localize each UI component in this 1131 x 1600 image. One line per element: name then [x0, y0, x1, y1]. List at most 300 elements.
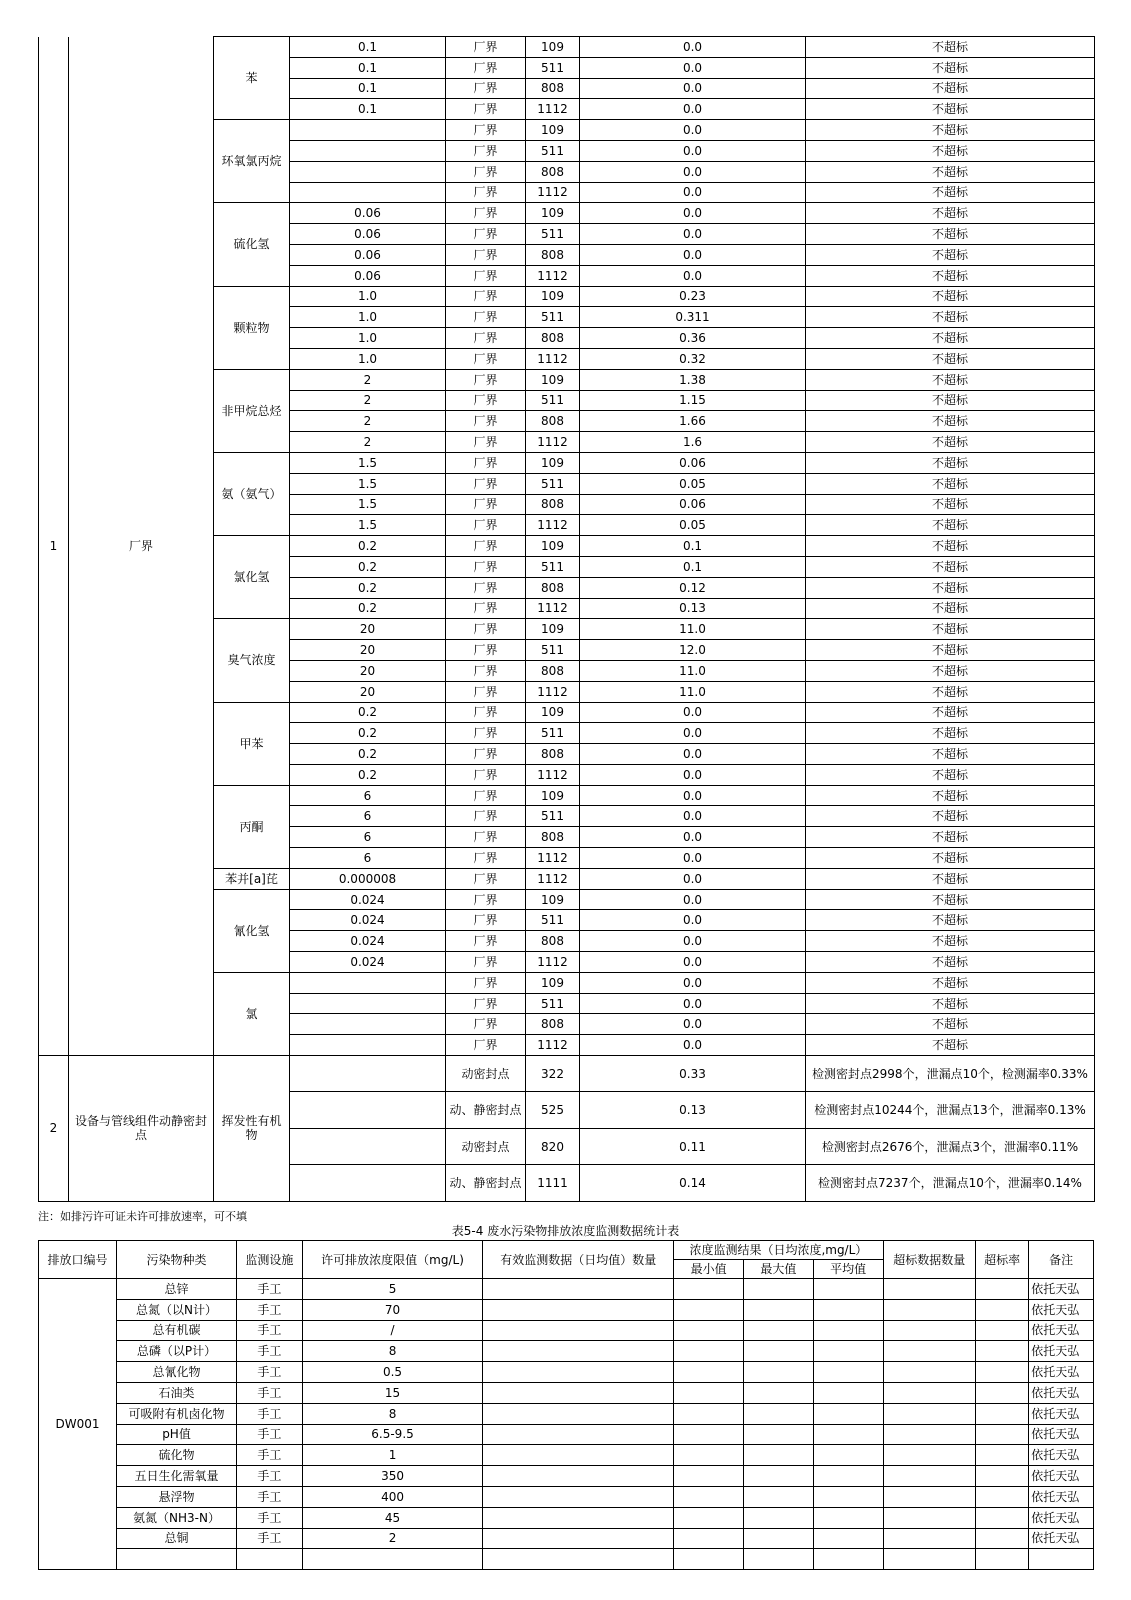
result: 不超标 — [806, 348, 1095, 369]
monitoring-facility: 手工 — [237, 1507, 303, 1528]
result: 检测密封点2676个，泄漏点3个，泄漏率0.11% — [806, 1128, 1095, 1164]
monitoring-date: 1112 — [526, 182, 580, 203]
measured-value: 0.0 — [580, 952, 806, 973]
monitoring-date: 1111 — [526, 1165, 580, 1201]
limit-value: 2 — [290, 411, 446, 432]
monitoring-date: 109 — [526, 37, 580, 58]
result: 不超标 — [806, 931, 1095, 952]
limit-value: 0.024 — [290, 952, 446, 973]
max-value — [743, 1320, 813, 1341]
measured-value: 0.0 — [580, 702, 806, 723]
result: 不超标 — [806, 536, 1095, 557]
monitoring-facility: 手工 — [237, 1299, 303, 1320]
result: 不超标 — [806, 161, 1095, 182]
measured-value: 0.311 — [580, 307, 806, 328]
min-value — [674, 1362, 744, 1383]
pollutant-name: 氰化氢 — [214, 889, 290, 972]
result: 不超标 — [806, 972, 1095, 993]
measured-value: 0.06 — [580, 452, 806, 473]
section-number: 2 — [39, 1056, 69, 1202]
measured-value: 0.0 — [580, 99, 806, 120]
measured-value: 0.0 — [580, 265, 806, 286]
monitoring-location: 设备与管线组件动静密封点 — [69, 1056, 214, 1202]
monitoring-date: 109 — [526, 286, 580, 307]
remark — [1029, 1549, 1094, 1570]
header-exceed-count: 超标数据数量 — [883, 1241, 975, 1279]
result: 不超标 — [806, 99, 1095, 120]
limit-value: 6.5-9.5 — [302, 1424, 483, 1445]
measured-value: 0.33 — [580, 1056, 806, 1092]
avg-value — [813, 1382, 883, 1403]
remark: 依托天弘 — [1029, 1466, 1094, 1487]
measured-value: 0.0 — [580, 182, 806, 203]
max-value — [743, 1466, 813, 1487]
exceed-rate — [975, 1424, 1028, 1445]
limit-value: 0.5 — [302, 1362, 483, 1383]
monitoring-point: 厂界 — [446, 556, 526, 577]
result: 不超标 — [806, 307, 1095, 328]
section-number: 1 — [39, 37, 69, 1056]
result: 不超标 — [806, 452, 1095, 473]
avg-value — [813, 1486, 883, 1507]
limit-value — [290, 161, 446, 182]
remark: 依托天弘 — [1029, 1382, 1094, 1403]
pollutant-name: 硫化氢 — [214, 203, 290, 286]
limit-value — [290, 1035, 446, 1056]
exceed-count — [883, 1341, 975, 1362]
limit-value: 0.2 — [290, 577, 446, 598]
max-value — [743, 1299, 813, 1320]
limit-value — [290, 972, 446, 993]
measured-value: 0.0 — [580, 224, 806, 245]
monitoring-date: 808 — [526, 494, 580, 515]
monitoring-facility: 手工 — [237, 1320, 303, 1341]
monitoring-date: 109 — [526, 889, 580, 910]
limit-value: 0.2 — [290, 744, 446, 765]
table-row — [39, 1403, 1094, 1424]
result: 不超标 — [806, 265, 1095, 286]
gas-monitoring-table — [38, 36, 1095, 1202]
measured-value: 0.05 — [580, 473, 806, 494]
result: 不超标 — [806, 681, 1095, 702]
monitoring-date: 1112 — [526, 99, 580, 120]
result: 不超标 — [806, 328, 1095, 349]
result: 不超标 — [806, 660, 1095, 681]
limit-value: 45 — [302, 1507, 483, 1528]
result: 不超标 — [806, 1014, 1095, 1035]
avg-value — [813, 1528, 883, 1549]
avg-value — [813, 1424, 883, 1445]
monitoring-date: 511 — [526, 723, 580, 744]
limit-value — [290, 1128, 446, 1164]
measured-value: 11.0 — [580, 619, 806, 640]
measured-value: 0.13 — [580, 598, 806, 619]
limit-value: 0.000008 — [290, 868, 446, 889]
pollutant-name: 五日生化需氧量 — [116, 1466, 236, 1487]
monitoring-date: 1112 — [526, 432, 580, 453]
result: 不超标 — [806, 224, 1095, 245]
result: 不超标 — [806, 598, 1095, 619]
monitoring-date: 1112 — [526, 764, 580, 785]
measured-value: 0.0 — [580, 848, 806, 869]
monitoring-point: 厂界 — [446, 348, 526, 369]
limit-value: 0.2 — [290, 702, 446, 723]
limit-value: 0.06 — [290, 224, 446, 245]
monitoring-date: 808 — [526, 1014, 580, 1035]
monitoring-date: 808 — [526, 328, 580, 349]
result: 不超标 — [806, 57, 1095, 78]
monitoring-point: 厂界 — [446, 161, 526, 182]
monitoring-facility: 手工 — [237, 1341, 303, 1362]
monitoring-date: 109 — [526, 619, 580, 640]
monitoring-date: 511 — [526, 224, 580, 245]
measured-value: 0.14 — [580, 1165, 806, 1201]
monitoring-point: 厂界 — [446, 993, 526, 1014]
monitoring-date: 511 — [526, 140, 580, 161]
result: 不超标 — [806, 827, 1095, 848]
exceed-count — [883, 1507, 975, 1528]
pollutant-name: 苯 — [214, 37, 290, 120]
limit-value: 6 — [290, 827, 446, 848]
limit-value: 20 — [290, 619, 446, 640]
remark: 依托天弘 — [1029, 1320, 1094, 1341]
max-value — [743, 1445, 813, 1466]
limit-value: 0.2 — [290, 723, 446, 744]
limit-value: 0.1 — [290, 57, 446, 78]
monitoring-date: 109 — [526, 452, 580, 473]
result: 不超标 — [806, 785, 1095, 806]
remark: 依托天弘 — [1029, 1424, 1094, 1445]
exceed-rate — [975, 1382, 1028, 1403]
monitoring-facility: 手工 — [237, 1362, 303, 1383]
avg-value — [813, 1466, 883, 1487]
limit-value: 2 — [290, 369, 446, 390]
table-row — [39, 1507, 1094, 1528]
monitoring-point: 厂界 — [446, 1035, 526, 1056]
monitoring-date: 808 — [526, 577, 580, 598]
pollutant-name: 环氧氯丙烷 — [214, 120, 290, 203]
measured-value: 0.06 — [580, 494, 806, 515]
monitoring-point: 厂界 — [446, 57, 526, 78]
limit-value — [290, 1092, 446, 1128]
limit-value: 0.024 — [290, 910, 446, 931]
pollutant-name: 氯 — [214, 972, 290, 1055]
wastewater-monitoring-table — [38, 1240, 1094, 1570]
limit-value: 1.0 — [290, 348, 446, 369]
result: 不超标 — [806, 889, 1095, 910]
limit-value — [290, 140, 446, 161]
valid-data-count — [483, 1382, 674, 1403]
monitoring-point: 厂界 — [446, 411, 526, 432]
monitoring-point: 厂界 — [446, 764, 526, 785]
result: 不超标 — [806, 37, 1095, 58]
monitoring-facility: 手工 — [237, 1486, 303, 1507]
measured-value: 0.0 — [580, 931, 806, 952]
monitoring-date: 1112 — [526, 848, 580, 869]
monitoring-date: 511 — [526, 57, 580, 78]
pollutant-name — [116, 1549, 236, 1570]
limit-value: 0.1 — [290, 78, 446, 99]
limit-value — [290, 1014, 446, 1035]
monitoring-point: 厂界 — [446, 848, 526, 869]
measured-value: 0.0 — [580, 806, 806, 827]
monitoring-point: 厂界 — [446, 640, 526, 661]
exceed-count — [883, 1382, 975, 1403]
measured-value: 0.0 — [580, 78, 806, 99]
result: 不超标 — [806, 203, 1095, 224]
exceed-count — [883, 1320, 975, 1341]
exceed-rate — [975, 1507, 1028, 1528]
monitoring-date: 511 — [526, 993, 580, 1014]
limit-value: 0.1 — [290, 99, 446, 120]
measured-value: 0.0 — [580, 993, 806, 1014]
result: 不超标 — [806, 473, 1095, 494]
monitoring-date: 808 — [526, 161, 580, 182]
measured-value: 0.11 — [580, 1128, 806, 1164]
outlet-id: DW001 — [39, 1279, 117, 1570]
monitoring-point: 厂界 — [446, 265, 526, 286]
min-value — [674, 1279, 744, 1300]
header-limit: 许可排放浓度限值（mg/L) — [302, 1241, 483, 1279]
min-value — [674, 1299, 744, 1320]
valid-data-count — [483, 1486, 674, 1507]
limit-value: 1 — [302, 1445, 483, 1466]
exceed-rate — [975, 1466, 1028, 1487]
monitoring-date: 109 — [526, 203, 580, 224]
monitoring-point: 厂界 — [446, 744, 526, 765]
monitoring-date: 808 — [526, 411, 580, 432]
monitoring-date: 511 — [526, 806, 580, 827]
table-row — [39, 1486, 1094, 1507]
limit-value: 2 — [302, 1528, 483, 1549]
measured-value: 0.13 — [580, 1092, 806, 1128]
remark: 依托天弘 — [1029, 1279, 1094, 1300]
limit-value — [290, 120, 446, 141]
monitoring-point: 动密封点 — [446, 1128, 526, 1164]
monitoring-point: 厂界 — [446, 432, 526, 453]
header-exceed-rate: 超标率 — [975, 1241, 1028, 1279]
result: 不超标 — [806, 556, 1095, 577]
limit-value: 2 — [290, 432, 446, 453]
pollutant-name: 可吸附有机卤化物 — [116, 1403, 236, 1424]
result: 不超标 — [806, 432, 1095, 453]
monitoring-date: 511 — [526, 556, 580, 577]
header-max: 最大值 — [743, 1260, 813, 1279]
valid-data-count — [483, 1362, 674, 1383]
result: 不超标 — [806, 244, 1095, 265]
result: 不超标 — [806, 764, 1095, 785]
monitoring-date: 109 — [526, 369, 580, 390]
result: 不超标 — [806, 494, 1095, 515]
monitoring-point: 厂界 — [446, 660, 526, 681]
valid-data-count — [483, 1341, 674, 1362]
limit-value: 6 — [290, 785, 446, 806]
monitoring-date: 1112 — [526, 681, 580, 702]
limit-value: 20 — [290, 640, 446, 661]
exceed-rate — [975, 1299, 1028, 1320]
limit-value: 0.024 — [290, 889, 446, 910]
limit-value: 0.2 — [290, 764, 446, 785]
pollutant-name: 石油类 — [116, 1382, 236, 1403]
remark: 依托天弘 — [1029, 1403, 1094, 1424]
measured-value: 1.66 — [580, 411, 806, 432]
pollutant-name: 挥发性有机物 — [214, 1056, 290, 1202]
limit-value: 20 — [290, 660, 446, 681]
table-row — [39, 1341, 1094, 1362]
monitoring-point: 厂界 — [446, 120, 526, 141]
measured-value: 0.05 — [580, 515, 806, 536]
limit-value: 0.06 — [290, 265, 446, 286]
monitoring-point: 动、静密封点 — [446, 1165, 526, 1201]
monitoring-point: 厂界 — [446, 598, 526, 619]
max-value — [743, 1403, 813, 1424]
header-outlet: 排放口编号 — [39, 1241, 117, 1279]
max-value — [743, 1341, 813, 1362]
monitoring-point: 厂界 — [446, 952, 526, 973]
valid-data-count — [483, 1466, 674, 1487]
monitoring-date: 109 — [526, 972, 580, 993]
limit-value: 5 — [302, 1279, 483, 1300]
monitoring-point: 厂界 — [446, 972, 526, 993]
monitoring-date: 525 — [526, 1092, 580, 1128]
measured-value: 0.0 — [580, 244, 806, 265]
result: 不超标 — [806, 390, 1095, 411]
monitoring-facility: 手工 — [237, 1528, 303, 1549]
remark: 依托天弘 — [1029, 1445, 1094, 1466]
measured-value: 0.0 — [580, 868, 806, 889]
remark: 依托天弘 — [1029, 1486, 1094, 1507]
measured-value: 0.0 — [580, 827, 806, 848]
exceed-count — [883, 1549, 975, 1570]
limit-value: 6 — [290, 848, 446, 869]
exceed-count — [883, 1299, 975, 1320]
result: 不超标 — [806, 140, 1095, 161]
monitoring-date: 808 — [526, 827, 580, 848]
result: 不超标 — [806, 868, 1095, 889]
result: 不超标 — [806, 286, 1095, 307]
exceed-count — [883, 1279, 975, 1300]
monitoring-point: 动密封点 — [446, 1056, 526, 1092]
measured-value: 11.0 — [580, 660, 806, 681]
exceed-count — [883, 1403, 975, 1424]
limit-value: 0.06 — [290, 244, 446, 265]
exceed-rate — [975, 1445, 1028, 1466]
measured-value: 1.15 — [580, 390, 806, 411]
limit-value: 2 — [290, 390, 446, 411]
monitoring-date: 1112 — [526, 1035, 580, 1056]
table-row — [39, 1279, 1094, 1300]
measured-value: 0.0 — [580, 161, 806, 182]
result: 不超标 — [806, 411, 1095, 432]
min-value — [674, 1466, 744, 1487]
pollutant-name: 非甲烷总烃 — [214, 369, 290, 452]
monitoring-date: 808 — [526, 78, 580, 99]
result: 不超标 — [806, 515, 1095, 536]
limit-value: 350 — [302, 1466, 483, 1487]
table-row — [39, 1382, 1094, 1403]
limit-value: 8 — [302, 1403, 483, 1424]
limit-value: 0.2 — [290, 556, 446, 577]
valid-data-count — [483, 1279, 674, 1300]
measured-value: 0.0 — [580, 203, 806, 224]
monitoring-facility: 手工 — [237, 1382, 303, 1403]
monitoring-point: 厂界 — [446, 244, 526, 265]
exceed-rate — [975, 1528, 1028, 1549]
header-result-group: 浓度监测结果（日均浓度,mg/L） — [674, 1241, 883, 1260]
measured-value: 0.0 — [580, 785, 806, 806]
exceed-count — [883, 1362, 975, 1383]
pollutant-name: 氯化氢 — [214, 536, 290, 619]
limit-value: 1.5 — [290, 494, 446, 515]
header-count: 有效监测数据（日均值）数量 — [483, 1241, 674, 1279]
avg-value — [813, 1279, 883, 1300]
valid-data-count — [483, 1445, 674, 1466]
pollutant-name: 臭气浓度 — [214, 619, 290, 702]
max-value — [743, 1507, 813, 1528]
valid-data-count — [483, 1299, 674, 1320]
table-caption: 表5-4 废水污染物排放浓度监测数据统计表 — [451, 1224, 680, 1238]
exceed-rate — [975, 1279, 1028, 1300]
min-value — [674, 1445, 744, 1466]
monitoring-date: 808 — [526, 931, 580, 952]
limit-value: 400 — [302, 1486, 483, 1507]
monitoring-date: 808 — [526, 744, 580, 765]
limit-value: 6 — [290, 806, 446, 827]
limit-value — [290, 1056, 446, 1092]
measured-value: 0.0 — [580, 57, 806, 78]
monitoring-point: 厂界 — [446, 515, 526, 536]
monitoring-point: 厂界 — [446, 369, 526, 390]
header-facility: 监测设施 — [237, 1241, 303, 1279]
valid-data-count — [483, 1528, 674, 1549]
measured-value: 0.0 — [580, 1014, 806, 1035]
monitoring-point: 厂界 — [446, 910, 526, 931]
limit-value: 20 — [290, 681, 446, 702]
max-value — [743, 1424, 813, 1445]
valid-data-count — [483, 1320, 674, 1341]
measured-value: 11.0 — [580, 681, 806, 702]
monitoring-point: 厂界 — [446, 1014, 526, 1035]
monitoring-facility: 手工 — [237, 1279, 303, 1300]
min-value — [674, 1507, 744, 1528]
table-row — [39, 1466, 1094, 1487]
monitoring-point: 厂界 — [446, 140, 526, 161]
limit-value: 1.5 — [290, 452, 446, 473]
monitoring-point: 厂界 — [446, 723, 526, 744]
monitoring-point: 厂界 — [446, 785, 526, 806]
min-value — [674, 1528, 744, 1549]
limit-value — [290, 182, 446, 203]
result: 不超标 — [806, 78, 1095, 99]
remark: 依托天弘 — [1029, 1528, 1094, 1549]
max-value — [743, 1528, 813, 1549]
measured-value: 0.0 — [580, 910, 806, 931]
monitoring-point: 厂界 — [446, 681, 526, 702]
monitoring-date: 109 — [526, 785, 580, 806]
measured-value: 1.38 — [580, 369, 806, 390]
monitoring-date: 1112 — [526, 348, 580, 369]
monitoring-point: 厂界 — [446, 827, 526, 848]
min-value — [674, 1341, 744, 1362]
pollutant-name: 氨（氨气） — [214, 452, 290, 535]
measured-value: 0.1 — [580, 556, 806, 577]
measured-value: 0.0 — [580, 972, 806, 993]
monitoring-date: 109 — [526, 536, 580, 557]
measured-value: 0.0 — [580, 889, 806, 910]
max-value — [743, 1486, 813, 1507]
pollutant-name: 总磷（以P计） — [116, 1341, 236, 1362]
min-value — [674, 1403, 744, 1424]
